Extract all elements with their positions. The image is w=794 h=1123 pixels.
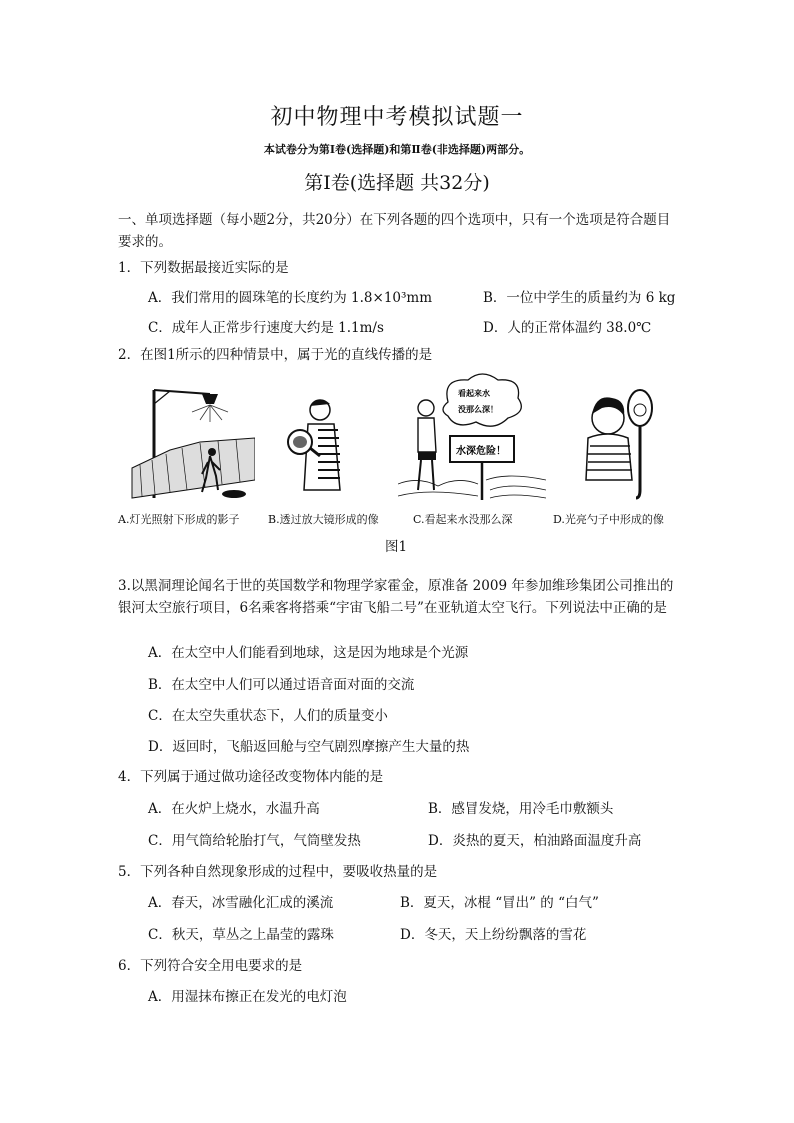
figure-label: 图1	[385, 539, 408, 555]
q3-option-c: C．在太空失重状态下，人们的质量变小	[148, 708, 388, 724]
q3-option-a: A．在太空中人们能看到地球，这是因为地球是个光源	[148, 645, 469, 661]
figure-d-spoon-reflection	[582, 380, 662, 510]
q2-stem: 2．在图1所示的四种情景中，属于光的直线传播的是	[118, 347, 433, 363]
exam-subtitle: 本试卷分为第Ⅰ卷(选择题)和第Ⅱ卷(非选择题)两部分。	[263, 143, 531, 156]
section-intro: 一、单项选择题（每小题2分，共20分）在下列各题的四个选项中，只有一个选项是符合题目要求的。	[118, 212, 671, 250]
q6-stem: 6．下列符合安全用电要求的是	[118, 958, 303, 974]
q5-option-b: B．夏天，冰棍 “冒出” 的 “白气”	[400, 895, 599, 911]
bubble-line-2: 没那么深！	[458, 405, 498, 414]
q4-stem: 4．下列属于通过做功途径改变物体内能的是	[118, 769, 384, 785]
danger-sign-text: 水深危险！	[456, 446, 506, 457]
q3-stem: 3.以黑洞理论闻名于世的英国数学和物理学家霍金，原准备 2009 年参加维珍集团公司推出的银河太空旅行项目，6名乘客将搭乘“宇宙飞船二号”在亚轨道太空飞行。下列说法中正确的是	[118, 578, 674, 616]
q3-option-d: D．返回时，飞船返回舱与空气剧烈摩擦产生大量的热	[148, 739, 470, 755]
figure-c-water-depth	[398, 372, 546, 504]
q1-option-d: D．人的正常体温约 38.0℃	[483, 320, 652, 336]
q5-option-d: D．冬天，天上纷纷飘落的雪花	[400, 927, 587, 943]
q4-option-d: D．炎热的夏天，柏油路面温度升高	[428, 833, 642, 849]
figure-b-magnifier	[282, 380, 362, 500]
q4-option-b: B．感冒发烧，用冷毛巾敷额头	[428, 801, 614, 817]
figure-a-lamp-shadow	[130, 380, 255, 508]
exam-title: 初中物理中考模拟试题一	[270, 105, 524, 130]
q5-stem: 5．下列各种自然现象形成的过程中，要吸收热量的是	[118, 864, 438, 880]
q6-option-a: A．用湿抹布擦正在发光的电灯泡	[148, 989, 347, 1005]
caption-d: D.光亮勺子中形成的像	[553, 513, 664, 526]
q4-option-c: C．用气筒给轮胎打气，气筒壁发热	[148, 833, 361, 849]
caption-a: A.灯光照射下形成的影子	[118, 513, 240, 526]
part1-heading: 第Ⅰ卷(选择题 共32分)	[304, 172, 490, 194]
q1-stem: 1．下列数据最接近实际的是	[118, 260, 289, 276]
q1-option-c: C．成年人正常步行速度大约是 1.1m/s	[148, 320, 384, 336]
q3-option-b: B．在太空中人们可以通过语音面对面的交流	[148, 677, 415, 693]
caption-c: C.看起来水没那么深	[413, 513, 513, 526]
q1-option-b: B．一位中学生的质量约为 6 kg	[483, 290, 676, 306]
bubble-line-1: 看起来水	[458, 389, 490, 398]
caption-b: B.透过放大镜形成的像	[268, 513, 379, 526]
q5-option-c: C．秋天，草丛之上晶莹的露珠	[148, 927, 334, 943]
q1-option-a: A．我们常用的圆珠笔的长度约为 1.8×10³mm	[148, 290, 433, 306]
q4-option-a: A．在火炉上烧水，水温升高	[148, 801, 320, 817]
q5-option-a: A．春天，冰雪融化汇成的溪流	[148, 895, 334, 911]
